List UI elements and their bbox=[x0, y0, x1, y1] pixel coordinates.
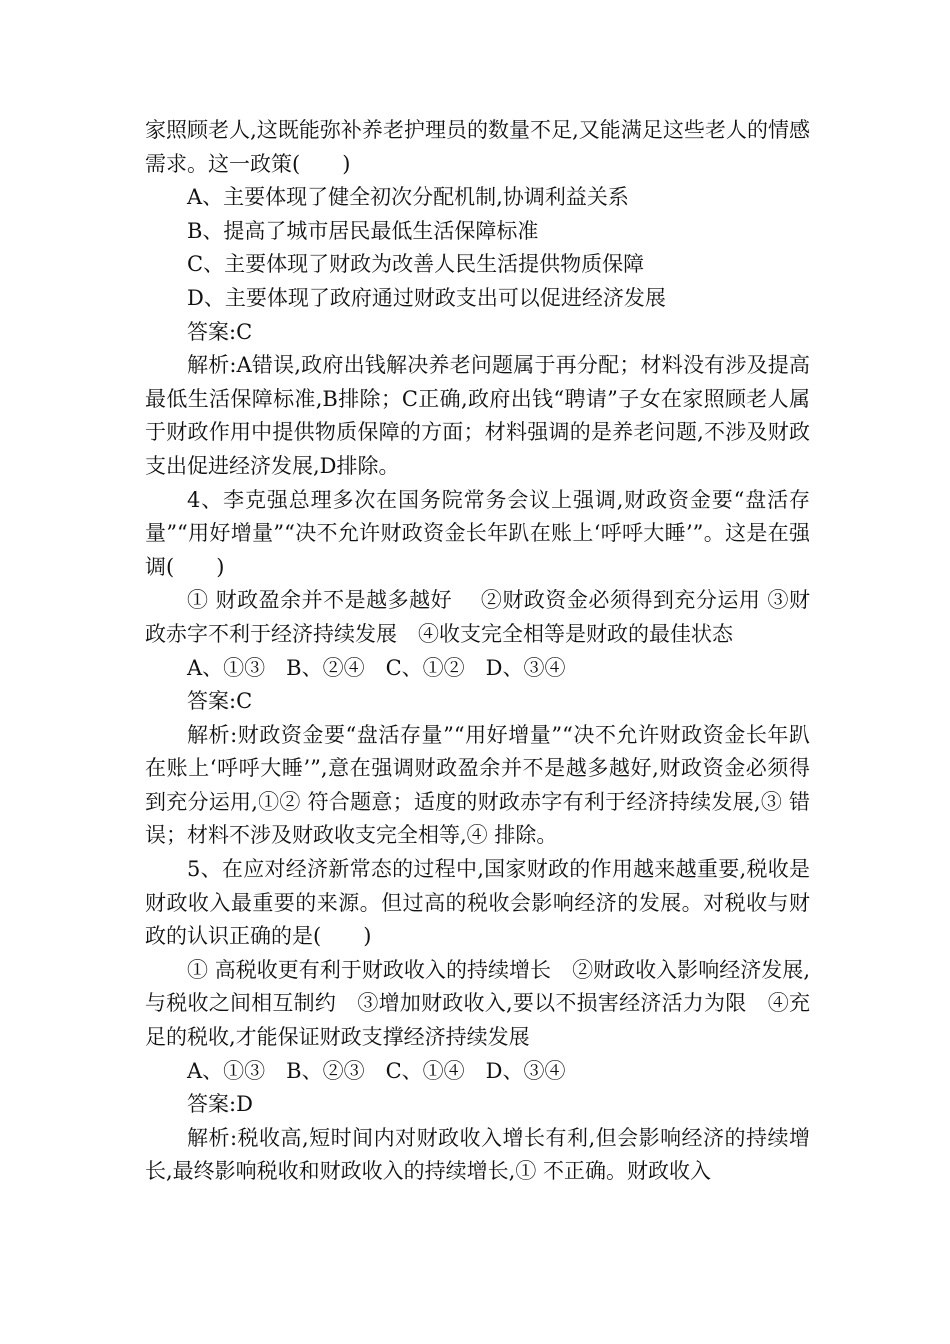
explanation: 解析:税收高,短时间内对财政收入增长有利,但会影响经济的持续增长,最终影响税收和财政收入的持续增长,① 不正确。财政收入 bbox=[145, 1125, 810, 1184]
option-b: B、提高了城市居民最低生活保障标准 bbox=[187, 218, 539, 243]
question-4: 4、李克强总理多次在国务院常务会议上强调,财政资金要“盘活存量”“用好增量”“决不允许财政资金长年趴在账上‘呼呼大睡’”。这是在强调( ) bbox=[145, 487, 810, 579]
answer: 答案:C bbox=[187, 689, 253, 714]
question-4-options: A、①③ B、②④ C、①② D、③④ bbox=[187, 655, 566, 680]
answer: 答案:D bbox=[187, 1092, 253, 1117]
explanation: 解析:A错误,政府出钱解决养老问题属于再分配；材料没有涉及提高最低生活保障标准,B排除；C正确,政府出钱“聘请”子女在家照顾老人属于财政作用中提供物质保障的方面；材料强调的是养老问题,不涉及财政支出促进经济发展,D排除。 bbox=[145, 353, 810, 478]
paragraph-continuation: 家照顾老人,这既能弥补养老护理员的数量不足,又能满足这些老人的情感需求。这一政策( ) bbox=[145, 118, 810, 176]
question-5-options: A、①③ B、②③ C、①④ D、③④ bbox=[187, 1058, 566, 1083]
document-body bbox=[145, 114, 810, 1189]
option-a: A、主要体现了健全初次分配机制,协调利益关系 bbox=[187, 185, 629, 210]
question-5-statements: ① 高税收更有利于财政收入的持续增长 ②财政收入影响经济发展,与税收之间相互制约 ③增加财政收入,要以不损害经济活力为限 ④充足的税收,才能保证财政支撑经济持续发展 bbox=[145, 957, 810, 1050]
option-c: C、主要体现了财政为改善人民生活提供物质保障 bbox=[187, 252, 645, 277]
option-d: D、主要体现了政府通过财政支出可以促进经济发展 bbox=[187, 285, 666, 310]
question-5: 5、在应对经济新常态的过程中,国家财政的作用越来越重要,税收是财政收入最重要的来源。但过高的税收会影响经济的发展。对税收与财政的认识正确的是( ) bbox=[145, 857, 810, 949]
answer: 答案:C bbox=[187, 319, 253, 344]
question-4-statements: ① 财政盈余并不是越多越好 ②财政资金必须得到充分运用 ③财政赤字不利于经济持续发展 ④收支完全相等是财政的最佳状态 bbox=[145, 588, 810, 646]
explanation: 解析:财政资金要“盘活存量”“用好增量”“决不允许财政资金长年趴在账上‘呼呼大睡’”,意在强调财政盈余并不是越多越好,财政资金必须得到充分运用,①② 符合题意；适度的财政赤字有利于经济持续发展,③ 错误；材料不涉及财政收支完全相等,④ 排除。 bbox=[145, 722, 810, 848]
